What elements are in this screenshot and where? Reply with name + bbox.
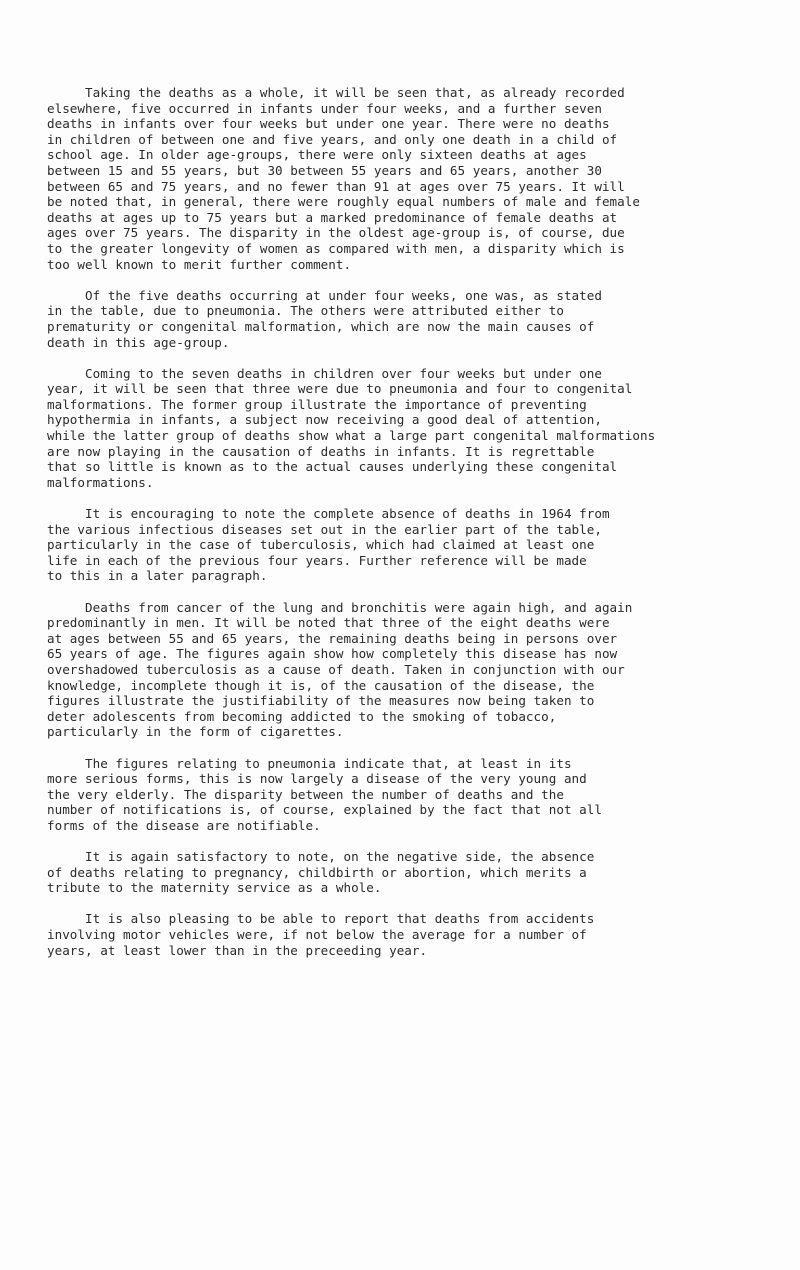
text-line: be noted that, in general, there were roughly equal numbers of male and female xyxy=(47,194,640,210)
text-line: years, at least lower than in the preceeding year. xyxy=(47,942,428,958)
text-line: forms of the disease are notifiable. xyxy=(47,817,321,833)
text-line: 65 years of age. The figures again show how completely this disease has now xyxy=(47,646,618,662)
text-line: ages over 75 years. The disparity in the oldest age-group is, of course, due xyxy=(47,225,625,241)
text-line: particularly in the form of cigarettes. xyxy=(47,724,344,740)
text-line: tribute to the maternity service as a whole. xyxy=(47,880,382,896)
document-body xyxy=(47,85,777,974)
text-line: knowledge, incomplete though it is, of the causation of the disease, the xyxy=(47,677,595,693)
text-line: The figures relating to pneumonia indicate that, at least in its xyxy=(47,755,572,771)
text-line: deaths in infants over four weeks but under one year. There were no deaths xyxy=(47,116,610,132)
text-line: elsewhere, five occurred in infants under four weeks, and a further seven xyxy=(47,100,602,116)
text-line: are now playing in the causation of deaths in infants. It is regrettable xyxy=(47,443,595,459)
text-line: life in each of the previous four years. Further reference will be made xyxy=(47,552,587,568)
text-line: hypothermia in infants, a subject now receiving a good deal of attention, xyxy=(47,412,602,428)
text-line: death in this age-group. xyxy=(47,334,230,350)
text-line: to the greater longevity of women as compared with men, a disparity which is xyxy=(47,240,625,256)
text-line: the various infectious diseases set out in the earlier part of the table, xyxy=(47,521,602,537)
text-line: Coming to the seven deaths in children over four weeks but under one xyxy=(47,365,602,381)
paragraph xyxy=(47,506,777,584)
text-line: between 15 and 55 years, but 30 between 55 years and 65 years, another 30 xyxy=(47,162,602,178)
text-line: Deaths from cancer of the lung and bronchitis were again high, and again xyxy=(47,599,633,615)
text-line: school age. In older age-groups, there were only sixteen deaths at ages xyxy=(47,147,587,163)
paragraph xyxy=(47,849,777,896)
text-line: while the latter group of deaths show what a large part congenital malformations xyxy=(47,428,656,444)
paragraph xyxy=(47,600,777,740)
text-line: Of the five deaths occurring at under four weeks, one was, as stated xyxy=(47,287,602,303)
text-line: prematurity or congenital malformation, which are now the main causes of xyxy=(47,318,595,334)
paragraph xyxy=(47,366,777,491)
text-line: to this in a later paragraph. xyxy=(47,568,268,584)
paragraph xyxy=(47,756,777,834)
paragraph xyxy=(47,85,777,272)
text-line: Taking the deaths as a whole, it will be seen that, as already recorded xyxy=(47,85,625,100)
text-line: year, it will be seen that three were due to pneumonia and four to congenital xyxy=(47,381,633,397)
text-line: in the table, due to pneumonia. The others were attributed either to xyxy=(47,303,564,319)
text-line: particularly in the case of tuberculosis, which had claimed at least one xyxy=(47,537,595,553)
text-line: overshadowed tuberculosis as a cause of death. Taken in conjunction with our xyxy=(47,661,625,677)
text-line: between 65 and 75 years, and no fewer than 91 at ages over 75 years. It will xyxy=(47,178,625,194)
text-line: figures illustrate the justifiability of the measures now being taken to xyxy=(47,693,595,709)
text-line: deter adolescents from becoming addicted to the smoking of tobacco, xyxy=(47,708,557,724)
text-line: It is also pleasing to be able to report that deaths from accidents xyxy=(47,911,595,927)
text-line: the very elderly. The disparity between the number of deaths and the xyxy=(47,786,564,802)
text-line: It is encouraging to note the complete absence of deaths in 1964 from xyxy=(47,506,610,522)
text-line: that so little is known as to the actual causes underlying these congenital xyxy=(47,459,618,475)
text-line: malformations. xyxy=(47,474,154,490)
text-line: of deaths relating to pregnancy, childbirth or abortion, which merits a xyxy=(47,864,587,880)
text-line: number of notifications is, of course, explained by the fact that not all xyxy=(47,802,602,818)
text-line: in children of between one and five years, and only one death in a child of xyxy=(47,131,618,147)
text-line: malformations. The former group illustrate the importance of preventing xyxy=(47,396,587,412)
paragraph xyxy=(47,911,777,958)
text-line: too well known to merit further comment. xyxy=(47,256,352,272)
text-line: at ages between 55 and 65 years, the remaining deaths being in persons over xyxy=(47,630,618,646)
paragraph xyxy=(47,288,777,350)
text-line: deaths at ages up to 75 years but a marked predominance of female deaths at xyxy=(47,209,618,225)
text-line: It is again satisfactory to note, on the negative side, the absence xyxy=(47,849,595,865)
text-line: more serious forms, this is now largely a disease of the very young and xyxy=(47,771,587,787)
text-line: involving motor vehicles were, if not below the average for a number of xyxy=(47,927,587,943)
text-line: predominantly in men. It will be noted that three of the eight deaths were xyxy=(47,615,610,631)
